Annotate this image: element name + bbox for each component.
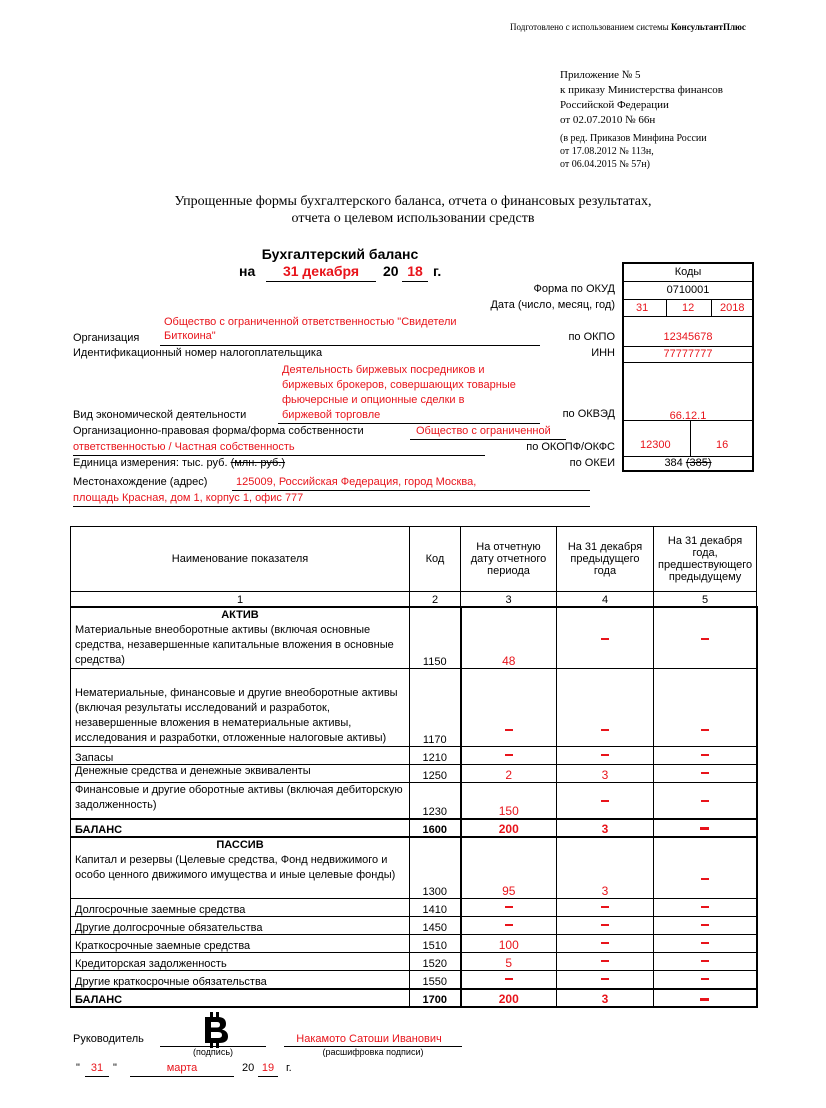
label-inn: ИНН bbox=[591, 347, 615, 359]
okopf-okfs-codes bbox=[624, 421, 752, 457]
year-suffix: г. bbox=[433, 263, 442, 279]
value-col3 bbox=[461, 899, 557, 917]
value-col4 bbox=[557, 917, 654, 935]
table-row bbox=[71, 953, 757, 971]
sign-month: марта bbox=[166, 1062, 198, 1074]
revision-line: (в ред. Приказов Минфина России bbox=[560, 133, 707, 144]
appendix-block bbox=[560, 68, 723, 128]
dash-mark bbox=[601, 960, 609, 962]
unit-label: Единица измерения: тыс. руб. bbox=[73, 457, 228, 469]
dash-mark bbox=[701, 729, 709, 731]
date-codes bbox=[624, 300, 752, 317]
column-numbers-row bbox=[71, 592, 757, 607]
liab-title: ПАССИВ bbox=[216, 838, 264, 851]
col-num: 5 bbox=[654, 592, 757, 607]
header-code: Код bbox=[410, 527, 461, 592]
sign-year-prefix: 20 bbox=[242, 1062, 255, 1074]
value-col3 bbox=[461, 747, 557, 765]
code-year: 2018 bbox=[720, 302, 745, 314]
value-col5 bbox=[654, 971, 757, 989]
sign-year: 19 bbox=[261, 1062, 275, 1074]
prepared-note bbox=[510, 22, 746, 32]
row-code: 1700 bbox=[410, 989, 461, 1007]
row-label: БАЛАНС bbox=[71, 819, 410, 837]
table-row bbox=[71, 935, 757, 953]
value-col3: 200 bbox=[461, 819, 557, 837]
revision-line: от 06.04.2015 № 57н) bbox=[560, 159, 650, 170]
activity-line: Деятельность биржевых посредников и bbox=[282, 364, 485, 376]
label-okud: Форма по ОКУД bbox=[533, 283, 615, 295]
code-day: 31 bbox=[636, 302, 649, 314]
prepared-system: КонсультантПлюс bbox=[670, 22, 746, 32]
value-col3 bbox=[461, 917, 557, 935]
value-col5 bbox=[654, 917, 757, 935]
value-col3: 100 bbox=[461, 935, 557, 953]
value-col5 bbox=[654, 765, 757, 783]
sign-year-suffix: г. bbox=[286, 1062, 292, 1074]
appendix-line: Российской Федерации bbox=[560, 99, 669, 111]
header-col4: На 31 декабря предыдущего года bbox=[557, 527, 654, 592]
value-col4: 3 bbox=[557, 837, 654, 899]
value-col5 bbox=[654, 899, 757, 917]
address-line1: 125009, Российская Федерация, город Москва, bbox=[236, 476, 477, 488]
value-col5 bbox=[654, 837, 757, 899]
value-col3: 5 bbox=[461, 953, 557, 971]
code-okei-alt: (385) bbox=[685, 457, 712, 469]
codes-box bbox=[622, 262, 754, 472]
code-month: 12 bbox=[682, 302, 695, 314]
value-col5 bbox=[654, 783, 757, 819]
table-row bbox=[71, 899, 757, 917]
code-okei: 384 bbox=[664, 457, 683, 469]
legal-form-line1: Общество с ограниченной bbox=[416, 425, 551, 437]
forms-title bbox=[100, 193, 726, 227]
value-col4 bbox=[557, 747, 654, 765]
dash-mark bbox=[505, 729, 513, 731]
sign-day: 31 bbox=[90, 1062, 104, 1074]
table-row bbox=[71, 783, 757, 819]
dash-mark bbox=[505, 906, 513, 908]
row-label: БАЛАНС bbox=[71, 989, 410, 1007]
dash-mark bbox=[601, 800, 609, 802]
okei-code bbox=[624, 456, 752, 472]
value-col4 bbox=[557, 899, 654, 917]
dash-mark bbox=[601, 729, 609, 731]
label-address: Местонахождение (адрес) bbox=[73, 476, 208, 488]
value-col4: 3 bbox=[557, 765, 654, 783]
row-label: Другие долгосрочные обязательства bbox=[71, 917, 410, 935]
row-label: Денежные средства и денежные эквиваленты bbox=[71, 765, 410, 783]
activity-line: биржевых брокеров, совершающих товарные bbox=[282, 379, 516, 391]
dash-mark bbox=[601, 978, 609, 980]
row-label: Краткосрочные заемные средства bbox=[71, 935, 410, 953]
value-col3: 200 bbox=[461, 989, 557, 1007]
value-col4 bbox=[557, 669, 654, 747]
table-row-total bbox=[71, 819, 757, 837]
dash-mark bbox=[700, 998, 709, 1001]
table-row bbox=[71, 607, 757, 669]
dash-mark bbox=[701, 960, 709, 962]
table-row bbox=[71, 971, 757, 989]
table-header-row bbox=[71, 527, 757, 592]
sign-date-quote-open: " bbox=[76, 1062, 80, 1074]
dash-mark bbox=[601, 754, 609, 756]
okved-code: 66.12.1 bbox=[624, 362, 752, 421]
signer-name-caption: (расшифровка подписи) bbox=[322, 1047, 424, 1057]
signer-name: Накамото Сатоши Иванович bbox=[296, 1033, 442, 1045]
label-date: Дата (число, месяц, год) bbox=[490, 299, 615, 311]
activity-line: фьючерсные и опционные сделки в bbox=[282, 394, 465, 406]
value-col4 bbox=[557, 783, 654, 819]
row-code: 1300 bbox=[410, 837, 461, 899]
row-label: Долгосрочные заемные средства bbox=[71, 899, 410, 917]
dash-mark bbox=[505, 754, 513, 756]
dash-mark bbox=[701, 638, 709, 640]
legal-form-line2: ответственностью / Частная собственность bbox=[73, 441, 295, 453]
label-okopf: по ОКОПФ/ОКФС bbox=[526, 441, 615, 453]
row-code: 1210 bbox=[410, 747, 461, 765]
value-col5 bbox=[654, 989, 757, 1007]
value-col3 bbox=[461, 971, 557, 989]
report-year: 18 bbox=[407, 263, 423, 279]
value-col5 bbox=[654, 819, 757, 837]
header-col5: На 31 декабря года, предшествующего предыдущему bbox=[654, 527, 757, 592]
value-col3 bbox=[461, 669, 557, 747]
dash-mark bbox=[601, 924, 609, 926]
appendix-line: от 02.07.2010 № 66н bbox=[560, 114, 656, 126]
table-row bbox=[71, 837, 757, 899]
signature-label: Руководитель bbox=[73, 1033, 144, 1045]
activity-line: биржевой торговле bbox=[282, 409, 381, 421]
row-label: Финансовые и другие оборотные активы (включая дебиторскую задолженность) bbox=[71, 783, 410, 819]
row-name bbox=[71, 837, 410, 899]
table-row bbox=[71, 747, 757, 765]
row-label: Нематериальные, финансовые и другие внеоборотные активы (включая результаты исследований и разработок, незавершенные вложения в нематериальные активы, исследования и разработки, отложенные налоговые активы) bbox=[71, 669, 410, 747]
col-num: 3 bbox=[461, 592, 557, 607]
dash-mark bbox=[701, 978, 709, 980]
appendix-line: к приказу Министерства финансов bbox=[560, 84, 723, 96]
balance-table bbox=[70, 526, 758, 1008]
row-label: Кредиторская задолженность bbox=[71, 953, 410, 971]
header-name: Наименование показателя bbox=[71, 527, 410, 592]
value-col4: 3 bbox=[557, 989, 654, 1007]
dash-mark bbox=[701, 906, 709, 908]
unit-struck: (млн. руб.) bbox=[230, 457, 286, 469]
dash-mark bbox=[700, 827, 709, 830]
value-col4 bbox=[557, 953, 654, 971]
value-col3: 48 bbox=[461, 607, 557, 669]
date-prefix: на bbox=[239, 263, 256, 279]
dash-mark bbox=[701, 754, 709, 756]
value-col3: 150 bbox=[461, 783, 557, 819]
row-code: 1450 bbox=[410, 917, 461, 935]
inn-code: 77777777 bbox=[624, 346, 752, 363]
label-okved: по ОКВЭД bbox=[562, 408, 615, 420]
table-row bbox=[71, 765, 757, 783]
row-label: Материальные внеоборотные активы (включая основные средства, незавершенные капитальные вложения в основные средства) bbox=[75, 623, 394, 666]
row-code: 1510 bbox=[410, 935, 461, 953]
report-date: 31 декабря bbox=[282, 263, 360, 279]
unit-line bbox=[73, 457, 285, 469]
value-col5 bbox=[654, 953, 757, 971]
forms-title-line: отчета о целевом использовании средств bbox=[291, 211, 535, 226]
activity-text bbox=[282, 363, 516, 423]
value-col5 bbox=[654, 935, 757, 953]
dash-mark bbox=[701, 924, 709, 926]
table-row-total bbox=[71, 989, 757, 1007]
okpo-code: 12345678 bbox=[663, 331, 713, 343]
col-num: 4 bbox=[557, 592, 654, 607]
row-code: 1150 bbox=[410, 607, 461, 669]
value-col4 bbox=[557, 971, 654, 989]
prepared-prefix: Подготовлено с использованием системы bbox=[510, 22, 669, 32]
forms-title-line: Упрощенные формы бухгалтерского баланса, отчета о финансовых результатах, bbox=[174, 194, 652, 209]
sign-date-quote-close: " bbox=[113, 1062, 117, 1074]
dash-mark bbox=[601, 906, 609, 908]
dash-mark bbox=[601, 638, 609, 640]
dash-mark bbox=[701, 800, 709, 802]
value-col5 bbox=[654, 607, 757, 669]
row-code: 1230 bbox=[410, 783, 461, 819]
codes-header: Коды bbox=[624, 264, 752, 282]
appendix-line: Приложение № 5 bbox=[560, 69, 641, 81]
dash-mark bbox=[601, 942, 609, 944]
code-okfs: 16 bbox=[716, 439, 729, 451]
dash-mark bbox=[701, 878, 709, 880]
col-num: 1 bbox=[71, 592, 410, 607]
header-col3: На отчетную дату отчетного периода bbox=[461, 527, 557, 592]
asset-title: АКТИВ bbox=[221, 608, 259, 621]
code-okopf: 12300 bbox=[640, 439, 671, 451]
bitcoin-signature-icon bbox=[200, 1012, 230, 1048]
row-label: Капитал и резервы (Целевые средства, Фонд недвижимого и особо ценного движимого имущества и иные целевые фонды) bbox=[75, 853, 396, 881]
row-code: 1250 bbox=[410, 765, 461, 783]
row-code: 1550 bbox=[410, 971, 461, 989]
row-label: Запасы bbox=[71, 747, 410, 765]
label-okei: по ОКЕИ bbox=[569, 457, 615, 469]
balance-title: Бухгалтерский баланс bbox=[261, 246, 419, 262]
row-code: 1170 bbox=[410, 669, 461, 747]
appendix-revisions bbox=[560, 132, 707, 171]
value-col5 bbox=[654, 747, 757, 765]
row-code: 1600 bbox=[410, 819, 461, 837]
dash-mark bbox=[701, 942, 709, 944]
table-row bbox=[71, 669, 757, 747]
organization-name-line: Биткоина" bbox=[164, 330, 216, 342]
label-organization: Организация bbox=[73, 332, 140, 344]
row-code: 1410 bbox=[410, 899, 461, 917]
label-legal-form: Организационно-правовая форма/форма собственности bbox=[73, 425, 364, 437]
dash-mark bbox=[505, 924, 513, 926]
value-col4: 3 bbox=[557, 819, 654, 837]
row-name bbox=[71, 607, 410, 669]
value-col5 bbox=[654, 669, 757, 747]
value-col3: 2 bbox=[461, 765, 557, 783]
label-activity: Вид экономической деятельности bbox=[73, 409, 247, 421]
col-num: 2 bbox=[410, 592, 461, 607]
dash-mark bbox=[701, 772, 709, 774]
organization-name-line: Общество с ограниченной ответственностью "Свидетели bbox=[164, 316, 457, 328]
value-col4 bbox=[557, 607, 654, 669]
table-row bbox=[71, 917, 757, 935]
okud-code: 0710001 bbox=[624, 282, 752, 300]
revision-line: от 17.08.2012 № 113н, bbox=[560, 146, 654, 157]
dash-mark bbox=[505, 978, 513, 980]
value-col4 bbox=[557, 935, 654, 953]
label-okpo: по ОКПО bbox=[568, 331, 615, 343]
label-inn-full: Идентификационный номер налогоплательщика bbox=[73, 347, 323, 359]
year-prefix: 20 bbox=[383, 263, 399, 279]
value-col3: 95 bbox=[461, 837, 557, 899]
organization-name bbox=[164, 315, 457, 343]
address-line2: площадь Красная, дом 1, корпус 1, офис 777 bbox=[73, 492, 304, 504]
row-code: 1520 bbox=[410, 953, 461, 971]
signature-caption: (подпись) bbox=[192, 1047, 234, 1057]
row-label: Другие краткосрочные обязательства bbox=[71, 971, 410, 989]
